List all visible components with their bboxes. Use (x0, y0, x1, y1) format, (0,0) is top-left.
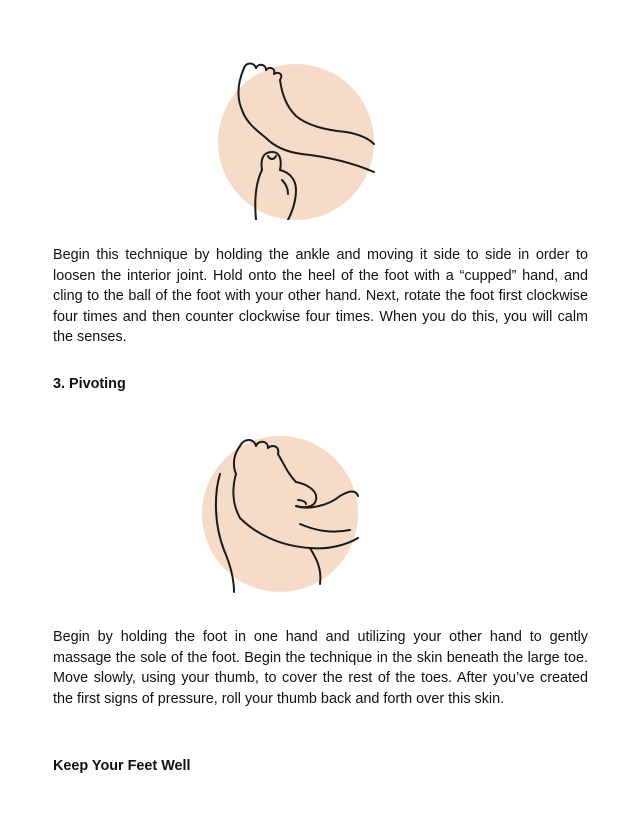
body-paragraph: Begin by holding the foot in one hand and utilizing your other hand to gently massage the sole of the foot. Begin the technique in the skin beneath the large toe. Move slowly, using your thumb, to cover the rest of the toes. After you’ve created the first signs of pressure, roll your thumb back and forth over this skin. (53, 629, 588, 707)
section-heading: Keep Your Feet Well (53, 758, 191, 774)
foot-ankle-rotation-illustration-icon (216, 60, 376, 220)
section-heading: 3. Pivoting (53, 376, 126, 392)
body-paragraph: Begin this technique by holding the ankle and moving it side to side in order to loosen the interior joint. Hold onto the heel of the foot with a “cupped” hand, and cling to the ball of the foot with your other hand. Next, rotate the foot first clockwise four times and then counter clockwise four times. When you do this, you will calm the senses. (53, 247, 588, 345)
foot-pivoting-massage-illustration-icon (200, 434, 360, 594)
